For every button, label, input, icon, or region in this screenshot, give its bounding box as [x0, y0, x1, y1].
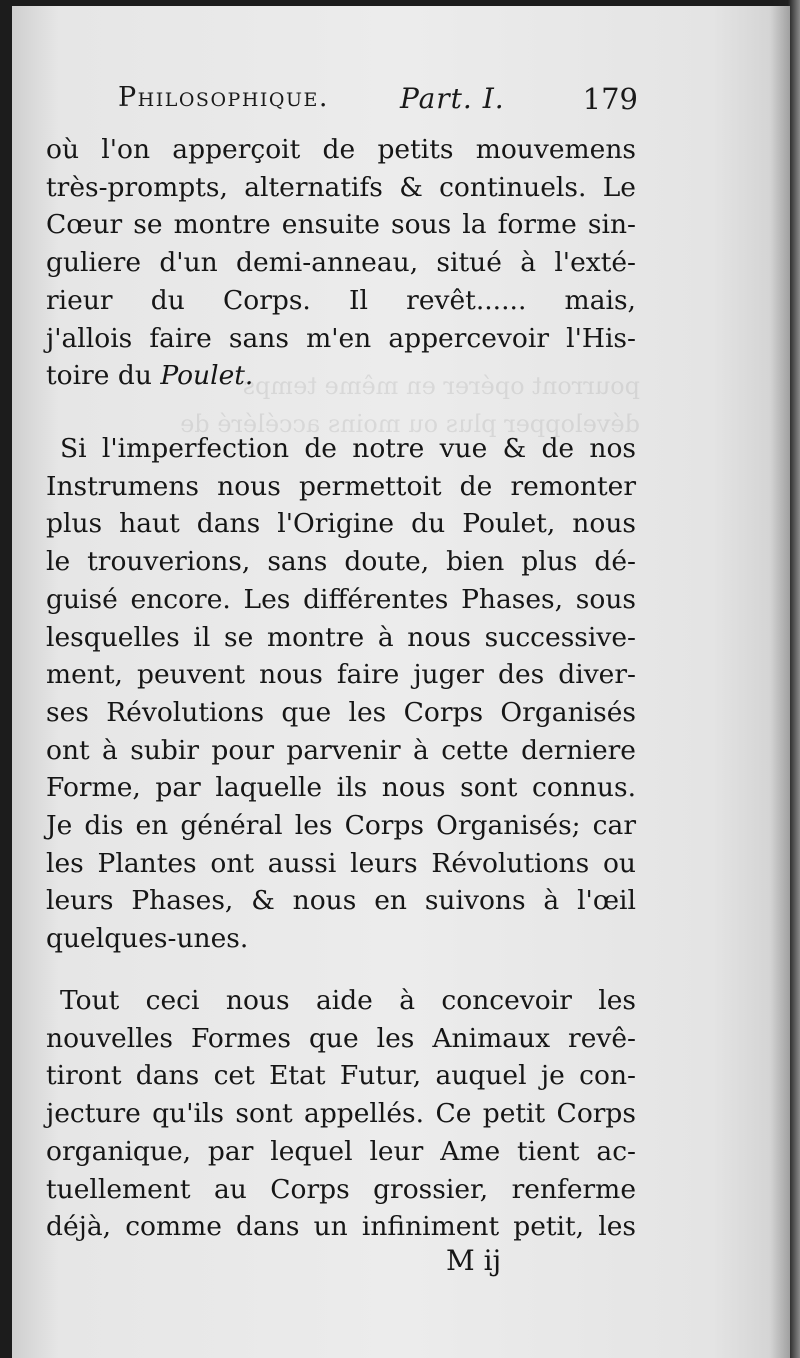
text-line: guisé encore. Les différentes Phases, sous: [46, 583, 636, 615]
text-line: ses Révolutions que les Corps Organisés: [46, 696, 636, 728]
text-line: j'allois faire sans m'en appercevoir l'His-: [46, 322, 636, 354]
text-line: Instrumens nous permettoit de remonter: [46, 470, 636, 502]
text-line: guliere d'un demi-anneau, situé à l'exté-: [46, 247, 636, 279]
text-line: tuellement au Corps grossier, renferme: [46, 1173, 636, 1205]
page-edge-shadow: [770, 0, 800, 1358]
text-run: toire du: [46, 360, 161, 392]
running-header: [118, 82, 638, 122]
text-line: Cœur se montre ensuite sous la forme sin-: [46, 209, 636, 241]
text-line: les Plantes ont aussi leurs Révolutions ou: [46, 847, 636, 879]
text-line: Forme, par laquelle ils nous sont connus.: [46, 772, 636, 804]
page-number: 179: [582, 82, 638, 116]
paragraph-2: [46, 430, 636, 958]
italic-text-run: Poulet.: [160, 360, 254, 392]
text-line: où l'on apperçoit de petits mouvemens: [46, 134, 636, 165]
text-line: jecture qu'ils sont appellés. Ce petit Corps: [46, 1098, 636, 1130]
text-line: rieur du Corps. Il revêt...... mais,: [46, 284, 636, 316]
text-line: Tout ceci nous aide à concevoir les: [60, 985, 636, 1016]
show-through-text: pourront opérer en même temps: [242, 372, 640, 400]
text-line: leurs Phases, & nous en suivons à l'œil: [46, 885, 636, 917]
text-line: plus haut dans l'Origine du Poulet, nous: [46, 508, 636, 540]
paragraph-3: [46, 982, 636, 1246]
text-line: le trouverions, sans doute, bien plus dé-: [46, 546, 636, 578]
text-run: quelques-unes.: [46, 923, 249, 955]
part-label: Part. I.: [400, 82, 505, 115]
text-line: organique, par lequel leur Ame tient ac-: [46, 1135, 636, 1167]
show-through-text: développer plus ou moins accéléré de: [180, 410, 640, 438]
text-line: nouvelles Formes que les Animaux revê-: [46, 1022, 636, 1054]
running-title: Philosophique.: [118, 82, 329, 113]
text-line: déjà, comme dans un infiniment petit, les: [46, 1211, 636, 1243]
text-line: [46, 920, 636, 958]
text-line: lesquelles il se montre à nous successive-: [46, 621, 636, 653]
text-line: [46, 357, 636, 395]
text-line: tiront dans cet Etat Futur, auquel je con-: [46, 1060, 636, 1092]
text-line: ment, peuvent nous faire juger des diver-: [46, 659, 636, 691]
text-line: ont à subir pour parvenir à cette derniere: [46, 734, 636, 766]
text-line: très-prompts, alternatifs & continuels. Le: [46, 171, 636, 203]
text-line: Si l'imperfection de notre vue & de nos: [60, 433, 636, 464]
paragraph-1: [46, 131, 636, 395]
text-line: Je dis en général les Corps Organisés; car: [46, 810, 636, 842]
signature-mark: M ij: [446, 1244, 502, 1277]
